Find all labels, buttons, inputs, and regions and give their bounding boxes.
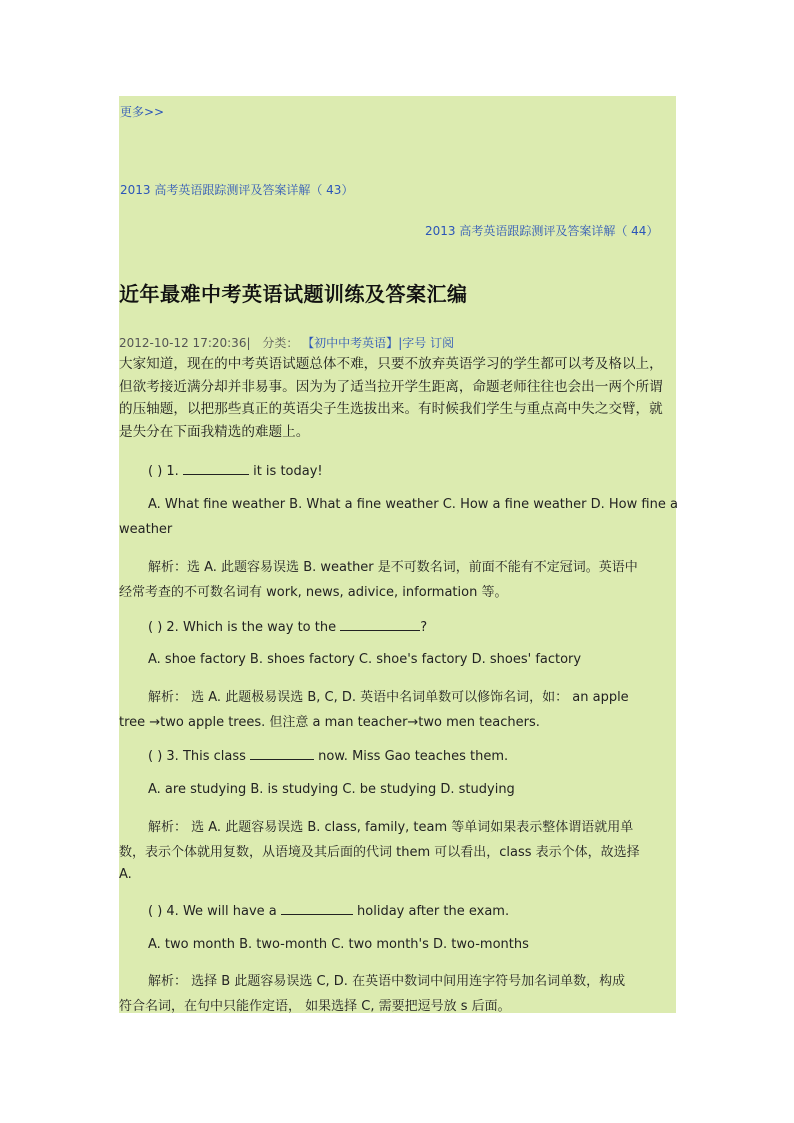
article-title: 近年最难中考英语试题训练及答案汇编 (119, 282, 468, 306)
q1-prefix: ( ) 1. (148, 464, 183, 479)
q2-options: A. shoe factory B. shoes factory C. shoe's factory D. shoes' factory (148, 652, 582, 667)
question-1 (148, 462, 323, 479)
q4-explanation: 解析： 选择 B 此题容易误选 C, D. 在英语中数词中间用连字符号加名词单数，构成 (148, 974, 626, 989)
question-4 (148, 902, 509, 919)
more-link[interactable]: 更多>> (120, 105, 165, 119)
q4-explanation-cont: 符合名词，在句中只能作定语， 如果选择 C, 需要把逗号放 s 后面。 (119, 999, 511, 1014)
q3-explanation-end: A. (119, 867, 132, 882)
prev-article-link[interactable]: 2013 高考英语跟踪测评及答案详解（ 43） (120, 183, 354, 197)
q4-suffix: holiday after the exam. (352, 904, 510, 919)
q2-explanation-cont: tree →two apple trees. 但注意 a man teacher→two men teachers. (119, 715, 540, 730)
q4-blank (281, 902, 353, 915)
question-2 (148, 618, 427, 635)
q4-prefix: ( ) 4. We will have a (148, 904, 281, 919)
q1-options-cont: weather (119, 522, 173, 537)
subscribe-link[interactable]: 订阅 (430, 336, 455, 350)
q3-blank (250, 747, 314, 760)
q3-explanation-cont: 数，表示个体就用复数，从语境及其后面的代词 them 可以看出，class 表示个体，故选择 (119, 845, 640, 860)
q1-options: A. What fine weather B. What a fine weather C. How a fine weather D. How fine a (148, 497, 678, 512)
article-intro: 大家知道，现在的中考英语试题总体不难，只要不放弃英语学习的学生都可以考及格以上，但欲考接近满分却并非易事。因为为了适当拉开学生距离，命题老师往往也会出一两个所谓的压轴题，以把那些真正的英语尖子生选拔出来。有时候我们学生与重点高中失之交臂，就是失分在下面我精选的难题上。 (119, 356, 663, 440)
question-3 (148, 747, 508, 764)
article-datetime: 2012-10-12 17:20:36| (119, 336, 251, 350)
article-meta (119, 334, 454, 351)
q3-options: A. are studying B. is studying C. be studying D. studying (148, 782, 515, 797)
category-link[interactable]: 【初中中考英语】 (302, 336, 399, 350)
q4-options: A. two month B. two-month C. two month's D. two-months (148, 937, 529, 952)
q2-explanation: 解析： 选 A. 此题极易误选 B, C, D. 英语中名词单数可以修饰名词，如： an apple (148, 690, 629, 705)
q1-explanation: 解析：选 A. 此题容易误选 B. weather 是不可数名词，前面不能有不定冠词。英语中 (148, 560, 638, 575)
font-size-link[interactable]: |字号 (398, 336, 427, 350)
q2-prefix: ( ) 2. Which is the way to the (148, 620, 341, 635)
q1-suffix: it is today! (248, 464, 323, 479)
q2-blank (340, 618, 420, 631)
category-label: 分类： (262, 336, 299, 350)
q2-suffix: ? (420, 620, 428, 635)
q1-blank (183, 462, 249, 475)
q3-explanation: 解析： 选 A. 此题容易误选 B. class, family, team 等单词如果表示整体谓语就用单 (148, 820, 634, 835)
q3-prefix: ( ) 3. This class (148, 749, 251, 764)
q1-explanation-cont: 经常考查的不可数名词有 work, news, adivice, information 等。 (119, 585, 508, 600)
q3-suffix: now. Miss Gao teaches them. (314, 749, 509, 764)
next-article-link[interactable]: 2013 高考英语跟踪测评及答案详解（ 44） (425, 224, 659, 238)
